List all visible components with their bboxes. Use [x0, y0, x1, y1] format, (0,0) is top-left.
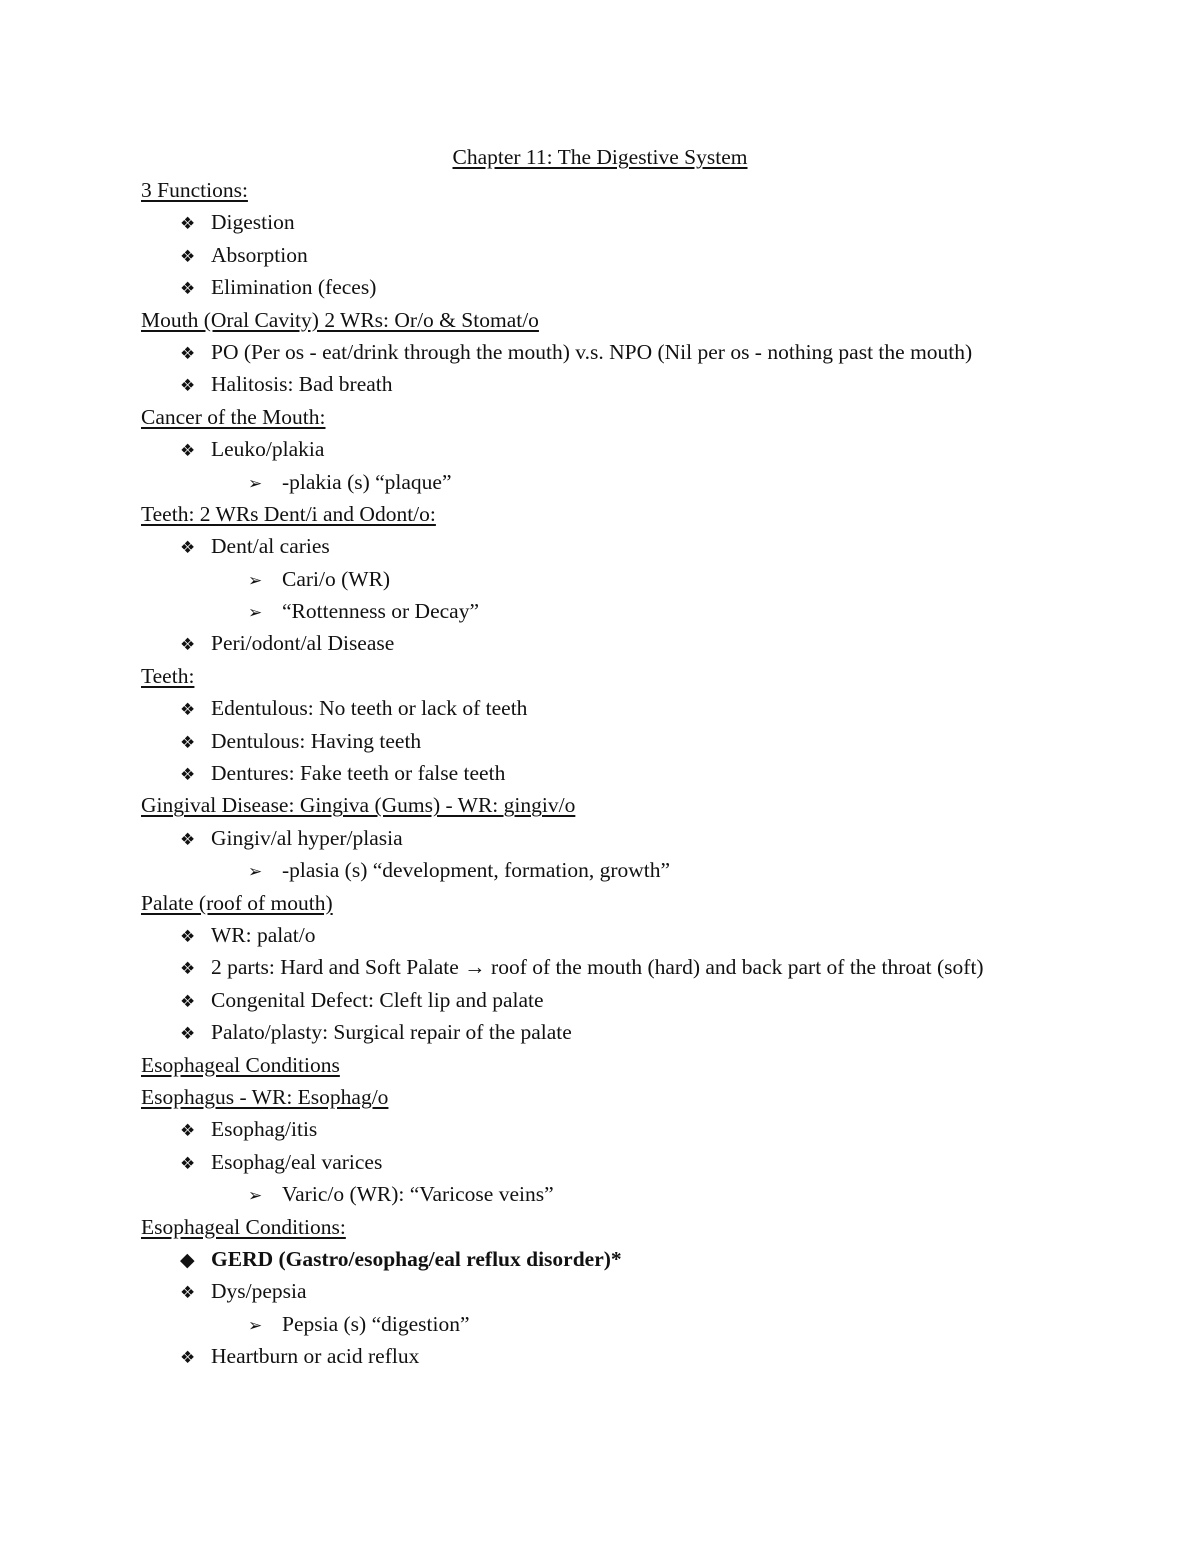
page-title: Chapter 11: The Digestive System — [452, 145, 748, 169]
arrow-bullet-icon: ➢ — [248, 1186, 263, 1207]
diamond-bullet-icon: ❖ — [180, 441, 196, 462]
bullet-text: -plakia (s) “plaque” — [282, 469, 452, 494]
section-heading — [141, 660, 1141, 692]
section-heading-text: Gingival Disease: Gingiva (Gums) - WR: gingiv/o — [141, 793, 576, 818]
diamond-bullet-icon: ❖ — [180, 959, 196, 980]
bullet-text: Absorption — [211, 242, 308, 267]
bullet-text: -plasia (s) “development, formation, growth” — [282, 858, 671, 883]
bullet-item — [141, 984, 1141, 1016]
bullet-item — [141, 725, 1141, 757]
bullet-text: Peri/odont/al Disease — [211, 631, 395, 656]
bullet-text: WR: palat/o — [211, 922, 316, 947]
bullet-text: Digestion — [211, 210, 295, 235]
arrow-bullet-icon: ➢ — [248, 603, 263, 624]
bullet-text: Palato/plasty: Surgical repair of the palate — [211, 1020, 572, 1045]
bullet-text: Pepsia (s) “digestion” — [282, 1311, 470, 1336]
section-heading — [141, 174, 1141, 206]
bullet-text: Dys/pepsia — [211, 1279, 307, 1304]
sub-bullet-item — [141, 854, 1141, 886]
sub-bullet-item — [141, 466, 1141, 498]
diamond-bullet-icon: ❖ — [180, 765, 196, 786]
bullet-text: Dent/al caries — [211, 534, 330, 559]
bullet-text: Varic/o (WR): “Varicose veins” — [282, 1182, 554, 1207]
bullet-text: Dentures: Fake teeth or false teeth — [211, 761, 506, 786]
diamond-bullet-icon: ❖ — [180, 343, 196, 364]
bullet-text: Halitosis: Bad breath — [211, 372, 393, 397]
diamond-bullet-icon: ❖ — [180, 376, 196, 397]
bullet-item — [141, 951, 1141, 983]
section-heading-text: Esophageal Conditions: — [141, 1214, 346, 1239]
section-heading — [141, 1211, 1141, 1243]
bullet-item — [141, 627, 1141, 659]
bullet-item — [141, 1113, 1141, 1145]
sub-bullet-item — [141, 1178, 1141, 1210]
section-heading-text: Palate (roof of mouth) — [141, 890, 333, 915]
section-heading — [141, 1081, 1141, 1113]
bullet-item — [141, 1275, 1141, 1307]
bullet-item — [141, 368, 1141, 400]
bullet-item — [141, 530, 1141, 562]
sub-bullet-item — [141, 1308, 1141, 1340]
diamond-bullet-icon: ❖ — [180, 538, 196, 559]
section-heading-text: Esophageal Conditions — [141, 1052, 340, 1077]
bullet-text: 2 parts: Hard and Soft Palate → roof of the mouth (hard) and back part of the throat (soft) — [211, 955, 984, 980]
diamond-bullet-icon: ❖ — [180, 732, 196, 753]
section-heading-text: Mouth (Oral Cavity) 2 WRs: Or/o & Stomat/o — [141, 307, 539, 332]
bullet-item — [141, 822, 1141, 854]
sub-bullet-item — [141, 563, 1141, 595]
arrow-bullet-icon: ➢ — [248, 862, 263, 883]
arrow-bullet-icon: ➢ — [248, 473, 263, 494]
section-heading — [141, 498, 1141, 530]
bullet-text: Leuko/plakia — [211, 437, 325, 462]
section-heading-text: Cancer of the Mouth: — [141, 404, 326, 429]
bullet-item — [141, 692, 1141, 724]
bullet-text: Heartburn or acid reflux — [211, 1344, 420, 1369]
diamond-bullet-icon: ❖ — [180, 1348, 196, 1369]
bullet-text: PO (Per os - eat/drink through the mouth) v.s. NPO (Nil per os - nothing past the mouth) — [211, 339, 973, 364]
bullet-item — [141, 1016, 1141, 1048]
bullet-text: Elimination (feces) — [211, 275, 377, 300]
diamond-bullet-icon: ❖ — [180, 829, 196, 850]
diamond-bullet-icon: ❖ — [180, 1121, 196, 1142]
diamond-bullet-icon: ❖ — [180, 1283, 196, 1304]
section-heading — [141, 1049, 1141, 1081]
section-heading — [141, 304, 1141, 336]
bullet-item — [141, 206, 1141, 238]
bullet-item — [141, 271, 1141, 303]
bullet-text: GERD (Gastro/esophag/eal reflux disorder)* — [211, 1246, 622, 1271]
section-heading — [141, 789, 1141, 821]
diamond-bullet-icon: ❖ — [180, 700, 196, 721]
bullet-item — [141, 757, 1141, 789]
diamond-bullet-icon: ❖ — [180, 1024, 196, 1045]
bullet-text: Congenital Defect: Cleft lip and palate — [211, 987, 544, 1012]
section-heading-text: Esophagus - WR: Esophag/o — [141, 1084, 389, 1109]
diamond-bullet-icon: ❖ — [180, 635, 196, 656]
bullet-item — [141, 1340, 1141, 1372]
section-heading — [141, 887, 1141, 919]
section-heading-text: 3 Functions: — [141, 178, 248, 202]
diamond-bullet-icon: ❖ — [180, 926, 196, 947]
bullet-item — [141, 1243, 1141, 1275]
bullet-text: Gingiv/al hyper/plasia — [211, 825, 403, 850]
bullet-item — [141, 239, 1141, 271]
diamond-bullet-icon: ❖ — [180, 246, 196, 267]
sub-bullet-item — [141, 595, 1141, 627]
diamond-bullet-icon: ❖ — [180, 279, 196, 300]
diamond-bullet-icon: ❖ — [180, 1153, 196, 1174]
section-heading-text: Teeth: 2 WRs Dent/i and Odont/o: — [141, 501, 436, 526]
diamond-bullet-icon: ❖ — [180, 214, 196, 235]
section-heading — [141, 401, 1141, 433]
bullet-item — [141, 1146, 1141, 1178]
bullet-item — [141, 336, 1141, 368]
bullet-text: “Rottenness or Decay” — [282, 599, 480, 624]
bullet-text: Edentulous: No teeth or lack of teeth — [211, 696, 528, 721]
bullet-text: Dentulous: Having teeth — [211, 728, 422, 753]
section-heading-text: Teeth: — [141, 663, 195, 688]
arrow-bullet-icon: ➢ — [248, 1315, 263, 1336]
bullet-item — [141, 433, 1141, 465]
bullet-item — [141, 919, 1141, 951]
notes-body — [141, 174, 1141, 1372]
bullet-text: Esophag/itis — [211, 1117, 318, 1142]
diamond-bullet-icon: ❖ — [180, 991, 196, 1012]
bullet-text: Cari/o (WR) — [282, 566, 391, 591]
arrow-bullet-icon: ➢ — [248, 570, 263, 591]
bullet-text: Esophag/eal varices — [211, 1149, 383, 1174]
diamond-bullet-icon: ◆ — [180, 1248, 195, 1271]
